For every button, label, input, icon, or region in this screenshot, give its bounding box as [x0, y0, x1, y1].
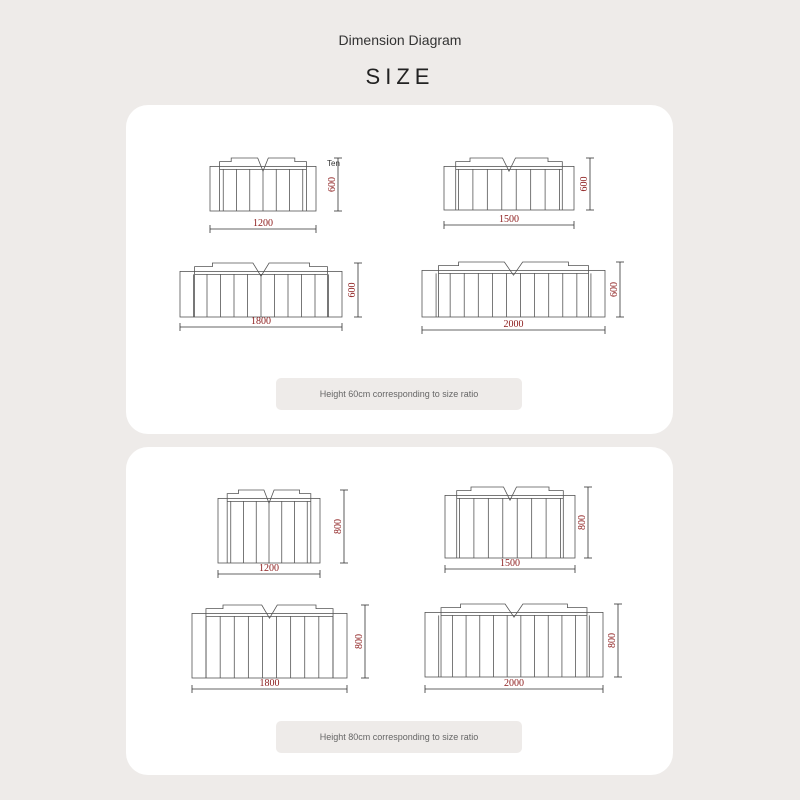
sofa-diagram-1200-600 — [210, 158, 342, 233]
sofa-diagram-1800-600 — [180, 263, 362, 331]
panel-caption: Height 80cm corresponding to size ratio — [276, 721, 522, 753]
width-label: 1200 — [253, 218, 273, 229]
height-label: 600 — [347, 282, 358, 298]
sofa-body — [425, 612, 603, 677]
sofa-body — [445, 495, 575, 558]
width-label: 2000 — [503, 319, 524, 330]
height-label: 800 — [354, 634, 365, 649]
sofa-body — [192, 613, 347, 678]
width-label: 1800 — [251, 316, 271, 327]
annotation-note: Ten — [327, 159, 340, 168]
sofa-diagram-2000-800 — [425, 604, 622, 693]
width-label: 1200 — [259, 563, 279, 574]
width-label: 2000 — [504, 678, 524, 689]
height-label: 800 — [333, 519, 344, 534]
height-label: 800 — [607, 633, 618, 648]
height-label: 600 — [327, 177, 338, 192]
sofa-body — [422, 270, 605, 317]
width-label: 1500 — [500, 558, 520, 569]
height-label: 600 — [579, 176, 590, 192]
height-label: 600 — [609, 282, 620, 297]
sofa-diagram-2000-600 — [422, 262, 624, 334]
sofa-diagram-1800-800 — [192, 605, 369, 693]
sofa-diagram-1500-800 — [445, 487, 592, 573]
height-label: 800 — [577, 515, 588, 530]
sofa-diagram-1500-600 — [444, 158, 594, 229]
width-label: 1800 — [259, 678, 280, 689]
panel-caption: Height 60cm corresponding to size ratio — [276, 378, 522, 410]
width-label: 1500 — [499, 214, 519, 225]
sofa-diagram-1200-800 — [218, 490, 348, 578]
sofa-body — [444, 166, 574, 210]
size-heading: SIZE — [365, 64, 435, 89]
diagram-title: Dimension Diagram — [338, 32, 462, 48]
